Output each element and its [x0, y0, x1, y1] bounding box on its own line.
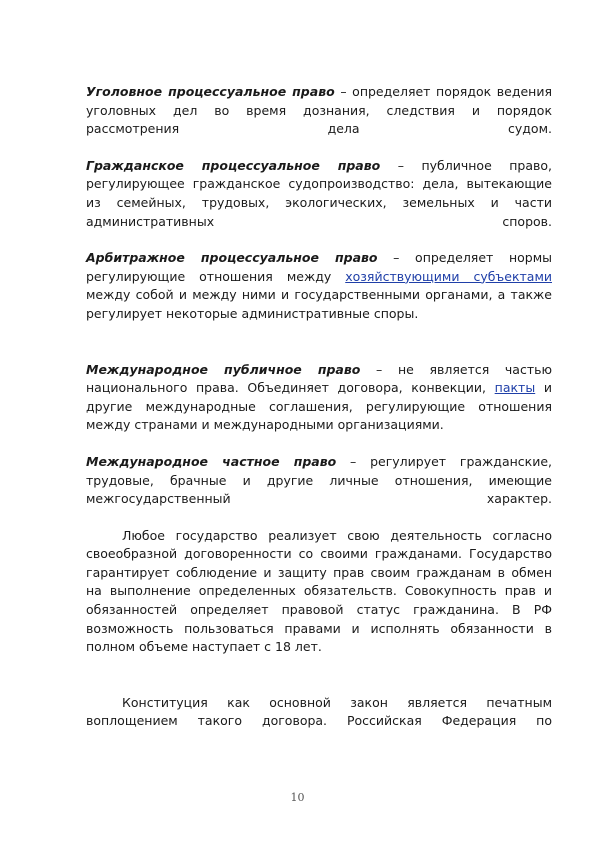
paragraph-international-public-law: [86, 361, 552, 435]
term-international-private-law: Международное частное право: [86, 453, 337, 469]
link-economic-entities[interactable]: хозяйствующими субъектами: [345, 268, 552, 284]
paragraph-arbitration-procedure: [86, 249, 552, 323]
definition-text: – не является частью национального права. Объединяет договора, конвекции,: [86, 361, 553, 396]
term-civil-procedure: Гражданское процессуальное право: [86, 157, 381, 173]
page-number: 10: [290, 791, 305, 804]
term-arbitration-procedure: Арбитражное процессуальное право: [86, 250, 378, 266]
definition-text: и другие международные соглашения, регулирующие отношения между странами и международными организациями.: [86, 380, 552, 433]
definition-text: – регулирует гражданские, трудовые, брачные и другие личные отношения, имеющие межгосударственный характер.: [86, 453, 552, 507]
paragraph-international-private-law: [86, 453, 552, 509]
definition-text: – определяет порядок ведения уголовных дел во время дознания, следствия и порядок рассмотрения дела судом.: [86, 84, 552, 137]
definition-text: между собой и между ними и государственными органами, а также регулирует некоторые административные споры.: [86, 287, 552, 321]
paragraph-state-citizen-agreement: Любое государство реализует свою деятельность согласно своеобразной договоренности со своими гражданами. Государство гарантирует соблюдение и защиту прав своим гражданам в обмен на выполнение определенных обязательств. Совокупность прав и обязанностей определяет правовой статус гражданина. В РФ возможность пользоваться правами и исполнять обязанности в полном объеме наступает с 18 лет.: [86, 527, 552, 655]
term-international-public-law: Международное публичное право: [86, 361, 361, 377]
paragraph-criminal-procedure: [86, 83, 552, 139]
paragraph-constitution: Конституция как основной закон является печатным воплощением такого договора. Российская Федерация по: [86, 694, 552, 729]
definition-text: – определяет нормы регулирующие отношения между: [86, 250, 552, 284]
term-criminal-procedure: Уголовное процессуальное право: [86, 84, 335, 99]
link-pacts[interactable]: пакты: [494, 380, 536, 396]
document-page: [86, 83, 552, 731]
paragraph-civil-procedure: [86, 157, 552, 231]
definition-text: – публичное право, регулирующее гражданское судопроизводство: дела, вытекающие из семейных, трудовых, экологических, земельных и части административных споров.: [86, 157, 553, 229]
